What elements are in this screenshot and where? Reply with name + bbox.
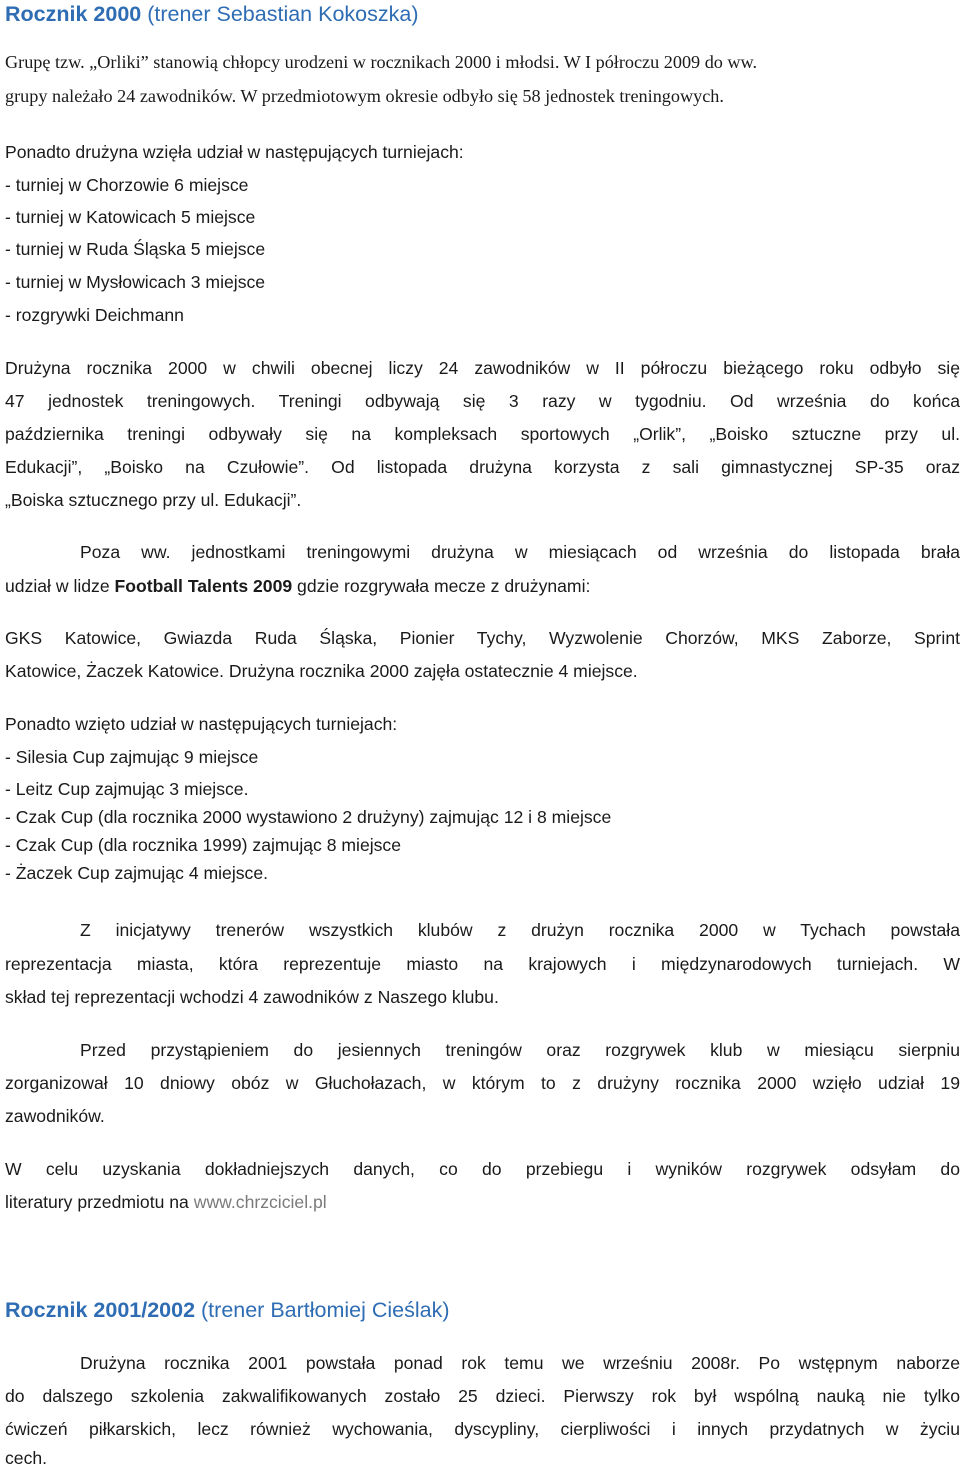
league-name: Football Talents 2009: [114, 576, 293, 596]
paragraph-line: do dalszego szkolenia zakwalifikowanych zostało 25 dzieci. Pierwszy rok był wspólną nauką nie tylko: [5, 1386, 960, 1406]
section-heading-rocznik-2000: [5, 0, 418, 28]
paragraph-line: października treningi odbywały się na kompleksach sportowych „Orlik”, „Boisko sztuczne przy ul.: [5, 424, 960, 444]
reference-line: [5, 1190, 960, 1214]
heading-rest: (trener Sebastian Kokoszka): [141, 2, 419, 26]
tournament-item: - turniej w Katowicach 5 miejsce: [5, 207, 256, 227]
tournament-item: - turniej w Ruda Śląska 5 miejsce: [5, 239, 266, 259]
paragraph-line: zorganizował 10 dniowy obóz w Głuchołazach, w którym to z drużyny rocznika 2000 wzięło udział 19: [5, 1073, 960, 1093]
heading-rest: (trener Bartłomiej Cieślak): [195, 1298, 450, 1322]
league-post: gdzie rozgrywała mecze z drużynami:: [292, 576, 591, 596]
intro-line-2: grupy należało 24 zawodników. W przedmiotowym okresie odbyło się 58 jednostek treningowych.: [5, 86, 724, 106]
paragraph-line: Poza ww. jednostkami treningowymi drużyna w miesiącach od września do listopada brała: [80, 542, 960, 562]
paragraph-line: cech.: [5, 1448, 48, 1468]
paragraph-line: zawodników.: [5, 1106, 105, 1126]
tournament2-item: - Żaczek Cup zajmując 4 miejsce.: [5, 863, 269, 883]
paragraph-line: Katowice, Żaczek Katowice. Drużyna rocznika 2000 zajęła ostatecznie 4 miejsce.: [5, 661, 638, 681]
paragraph-line: „Boiska sztucznego przy ul. Edukacji”.: [5, 490, 302, 510]
league-pre: udział w lidze: [5, 576, 115, 596]
paragraph-line: Z inicjatywy trenerów wszystkich klubów z drużyn rocznika 2000 w Tychach powstała: [80, 920, 960, 940]
tournaments2-intro: Ponadto wzięto udział w następujących turniejach:: [5, 714, 398, 734]
paragraph-line: reprezentacja miasta, która reprezentuje miasto na krajowych i międzynarodowych turniejach. W: [5, 954, 960, 974]
tournament2-item: - Czak Cup (dla rocznika 2000 wystawiono 2 drużyny) zajmując 12 i 8 miejsce: [5, 807, 612, 827]
heading-bold: Rocznik 2001/2002: [5, 1298, 196, 1322]
paragraph-line: Drużyna rocznika 2001 powstała ponad rok temu we wrześniu 2008r. Po wstępnym naborze: [80, 1353, 960, 1373]
paragraph-line: GKS Katowice, Gwiazda Ruda Śląska, Pionier Tychy, Wyzwolenie Chorzów, MKS Zaborze, Sprint: [5, 628, 960, 648]
league-line: [5, 574, 960, 598]
section-heading-rocznik-2001-2002: [5, 1296, 450, 1324]
tournament2-item: - Silesia Cup zajmując 9 miejsce: [5, 747, 259, 767]
tournaments-intro: Ponadto drużyna wzięła udział w następujących turniejach:: [5, 142, 464, 162]
paragraph-line: W celu uzyskania dokładniejszych danych, co do przebiegu i wyników rozgrywek odsyłam do: [5, 1159, 960, 1179]
paragraph-line: Edukacji”, „Boisko na Czułowie”. Od listopada drużyna korzysta z sali gimnastycznej SP-35 oraz: [5, 457, 960, 477]
tournament-item: - turniej w Chorzowie 6 miejsce: [5, 175, 249, 195]
paragraph-line: ćwiczeń piłkarskich, lecz również wychowania, dyscypliny, cierpliwości i innych przydatnych w życiu: [5, 1419, 960, 1439]
intro-line-1: Grupę tzw. „Orliki” stanowią chłopcy urodzeni w rocznikach 2000 i młodsi. W I półroczu 2009 do ww.: [5, 52, 758, 72]
paragraph-line: 47 jednostek treningowych. Treningi odbywają się 3 razy w tygodniu. Od września do końca: [5, 391, 960, 411]
chrzciciel-link[interactable]: www.chrzciciel.pl: [193, 1192, 327, 1212]
paragraph-line: skład tej reprezentacji wchodzi 4 zawodników z Naszego klubu.: [5, 987, 499, 1007]
tournament2-item: - Czak Cup (dla rocznika 1999) zajmując 8 miejsce: [5, 835, 402, 855]
heading-bold: Rocznik 2000: [5, 2, 142, 26]
paragraph-line: Przed przystąpieniem do jesiennych treningów oraz rozgrywek klub w miesiącu sierpniu: [80, 1040, 960, 1060]
tournament-item: - rozgrywki Deichmann: [5, 305, 184, 325]
tournament-item: - turniej w Mysłowicach 3 miejsce: [5, 272, 266, 292]
paragraph-line: Drużyna rocznika 2000 w chwili obecnej liczy 24 zawodników w II półroczu bieżącego roku odbyło się: [5, 358, 960, 378]
tournament2-item: - Leitz Cup zajmując 3 miejsce.: [5, 779, 249, 799]
reference-pre: literatury przedmiotu na: [5, 1192, 194, 1212]
